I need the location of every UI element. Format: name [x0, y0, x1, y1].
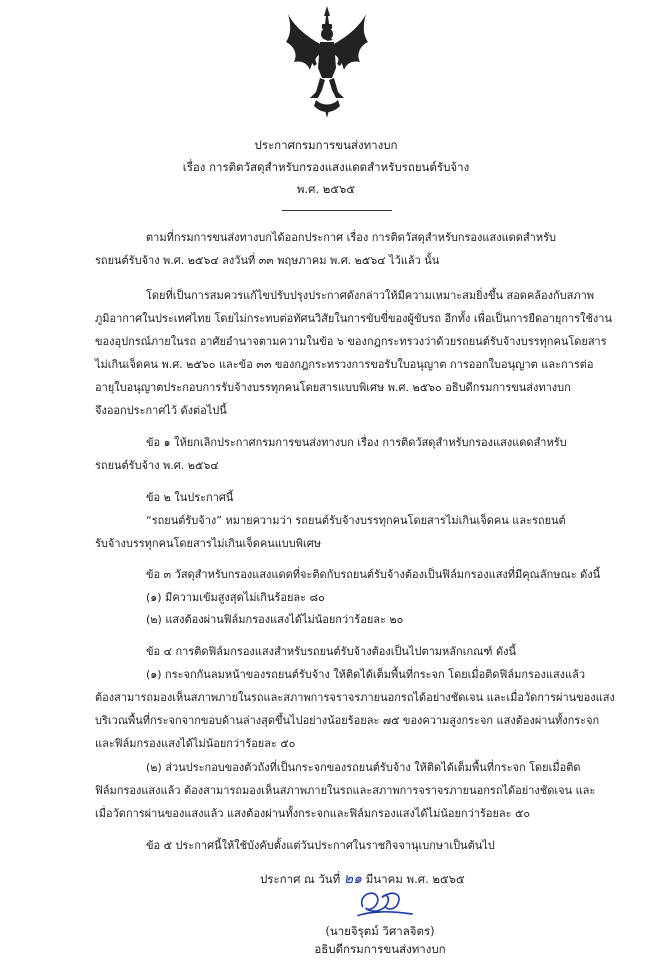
- signer-title: อธิบดีกรมการขนส่งทางบก: [314, 942, 446, 956]
- clause-3-item-2: (๒) แสงต้องผ่านฟิล์มกรองแสงได้ไม่น้อยกว่าร้อยละ ๒๐: [146, 613, 404, 626]
- clause-2-cont: รับจ้างบรรทุกคนโดยสารไม่เกินเจ็ดคนแบบพิเศษ: [95, 537, 322, 550]
- paragraph-line: ของอุปกรณ์ภายในรถ อาศัยอำนาจตามความในข้อ ๖ ของกฎกระทรวงว่าด้วยรถยนต์รับจ้างบรรทุกคนโดยสาร: [95, 335, 607, 348]
- clause-1: ข้อ ๑ ให้ยกเลิกประกาศกรมการขนส่งทางบก เรื่อง การติดวัสดุสำหรับกรองแสงแดดสำหรับ: [146, 436, 567, 449]
- paragraph-line: ตามที่กรมการขนส่งทางบกได้ออกประกาศ เรื่อง การติดวัสดุสำหรับกรองแสงแดดสำหรับ: [146, 231, 556, 244]
- paragraph-line: รถยนต์รับจ้าง พ.ศ. ๒๕๖๔ ลงวันที่ ๓๓ พฤษภาคม พ.ศ. ๒๕๖๔ ไว้แล้ว นั้น: [95, 254, 440, 267]
- clause-3: ข้อ ๓ วัสดุสำหรับกรองแสงแดดที่จะติดกับรถยนต์รับจ้างต้องเป็นฟิล์มกรองแสงที่มีคุณลักษณะ ดังนี้: [146, 568, 601, 581]
- clause-2: ข้อ ๒ ในประกาศนี้: [146, 491, 234, 504]
- announcement-title: ประกาศกรมการขนส่งทางบก: [254, 138, 398, 152]
- header-divider: [282, 210, 392, 211]
- announcement-subject: เรื่อง การติดวัสดุสำหรับกรองแสงแดดสำหรับรถยนต์รับจ้าง: [182, 160, 470, 174]
- clause-4-item-1: (๑) กระจกกันลมหน้าของรถยนต์รับจ้าง ให้ติดได้เต็มพื้นที่กระจก โดยเมื่อติดฟิล์มกรองแสงแล้ว: [146, 668, 586, 681]
- announcement-year: พ.ศ. ๒๕๖๕: [296, 182, 356, 196]
- paragraph-line: และฟิล์มกรองแสงได้ไม่น้อยกว่าร้อยละ ๕๐: [95, 737, 296, 750]
- paragraph-line: ฟิล์มกรองแสงแล้ว ต้องสามารถมองเห็นสภาพภายในรถและสภาพการจราจรภายนอกรถได้อย่างชัดเจน และ: [95, 784, 596, 797]
- paragraph-line: อายุใบอนุญาตประกอบการรับจ้างบรรทุกคนโดยสารแบบพิเศษ พ.ศ. ๒๕๖๐ อธิบดีกรมการขนส่งทางบก: [95, 381, 571, 394]
- clause-5: ข้อ ๕ ประกาศนี้ให้ใช้บังคับตั้งแต่วันประกาศในราชกิจจานุเบกษาเป็นต้นไป: [146, 839, 495, 852]
- garuda-emblem: [286, 6, 368, 118]
- paragraph-line: ไม่เกินเจ็ดคน พ.ศ. ๒๕๖๐ และข้อ ๓๓ ของกฎกระทรวงการขอรับใบอนุญาต การออกใบอนุญาต และการต่อ: [95, 358, 594, 371]
- paragraph-line: จึงออกประกาศไว้ ดังต่อไปนี้: [95, 404, 227, 417]
- paragraph-line: เมื่อวัดการผ่านของแสงแล้ว แสงต้องผ่านทั้งกระจกและฟิล์มกรองแสงได้ไม่น้อยกว่าร้อยละ ๕๐: [95, 807, 531, 820]
- clause-4: ข้อ ๔ การติดฟิล์มกรองแสงสำหรับรถยนต์รับจ้างต้องเป็นไปตามหลักเกณฑ์ ดังนี้: [146, 645, 516, 658]
- date-prefix: ประกาศ ณ วันที่: [260, 872, 341, 886]
- paragraph-line: โดยที่เป็นการสมควรแก้ไขปรับปรุงประกาศดังกล่าวให้มีความเหมาะสมยิ่งขึ้น สอดคล้องกับสภาพ: [146, 289, 595, 302]
- paragraph-line: ภูมิอากาศในประเทศไทย โดยไม่กระทบต่อทัศนวิสัยในการขับขี่ของผู้ขับรถ อีกทั้ง เพื่อเป็นการยืดอายุการใช้งาน: [95, 312, 612, 325]
- clause-2-definition: “รถยนต์รับจ้าง” หมายความว่า รถยนต์รับจ้างบรรทุกคนโดยสารไม่เกินเจ็ดคน และรถยนต์: [146, 514, 566, 527]
- clause-4-item-2: (๒) ส่วนประกอบของตัวถังที่เป็นกระจกของรถยนต์รับจ้าง ให้ติดได้เต็มพื้นที่กระจก โดยเมื่อติด: [146, 761, 581, 774]
- date-day-handwritten: ๒๑: [343, 871, 363, 887]
- clause-3-item-1: (๑) มีความเข้มสูงสุดไม่เกินร้อยละ ๘๐: [146, 591, 325, 604]
- paragraph-line: บริเวณพื้นที่กระจกจากขอบด้านล่างสุดขึ้นไปอย่างน้อยร้อยละ ๗๕ ของความสูงกระจก แสงต้องผ่านทั้งกระจก: [95, 714, 600, 727]
- paragraph-line: ต้องสามารถมองเห็นสภาพภายในรถและสภาพการจราจรภายนอกรถได้อย่างชัดเจน และเมื่อวัดการผ่านของแสง: [95, 691, 615, 704]
- date-rest: มีนาคม พ.ศ. ๒๕๖๕: [365, 872, 465, 886]
- signature-mark: [345, 884, 425, 920]
- clause-1-cont: รถยนต์รับจ้าง พ.ศ. ๒๕๖๔: [95, 459, 219, 472]
- signer-name: (นายจิรุตม์ วิศาลจิตร): [325, 924, 435, 938]
